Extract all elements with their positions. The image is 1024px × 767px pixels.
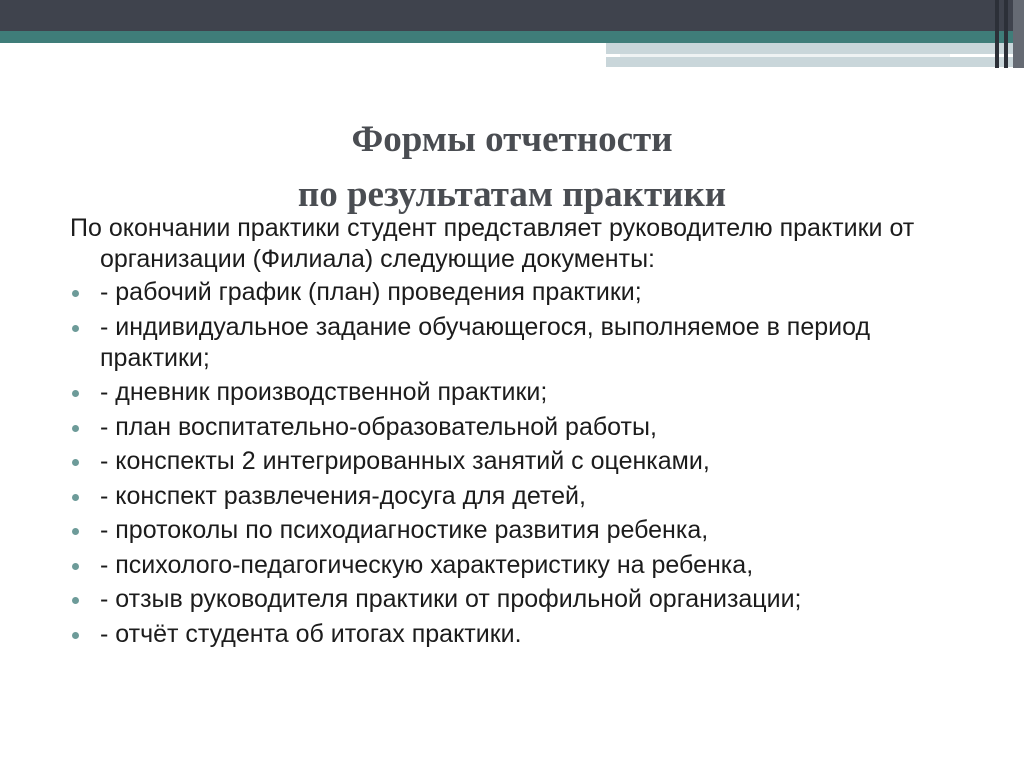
edge-stripe — [1004, 0, 1008, 68]
bullet-dot-icon — [72, 632, 79, 639]
list-item — [70, 550, 970, 581]
header-band-light-lower — [606, 57, 1024, 67]
list-item-text: - дневник производственной практики; — [100, 378, 548, 406]
header-band-light-upper — [606, 43, 1024, 54]
slide-body — [70, 213, 970, 653]
bullet-dot-icon — [72, 494, 79, 501]
list-item — [70, 277, 970, 308]
slide-title-line-2: по результатам практики — [297, 174, 727, 215]
list-item-text: - план воспитательно-образовательной работы, — [100, 412, 657, 441]
slide-title-line-1: Формы отчетности — [351, 119, 673, 160]
bullet-dot-icon — [72, 459, 79, 466]
document-list — [70, 277, 970, 650]
bullet-dot-icon — [72, 563, 79, 570]
header-band-dark — [0, 0, 1024, 31]
list-item — [70, 515, 970, 546]
bullet-dot-icon — [72, 390, 79, 397]
list-item — [70, 619, 970, 650]
bullet-dot-icon — [72, 425, 79, 432]
list-item — [70, 481, 970, 512]
list-item-text: - психолого-педагогическую характеристику на ребенка, — [100, 550, 754, 579]
list-item-text: - конспекты 2 интегрированных занятий с оценками, — [100, 447, 710, 475]
edge-stripe — [1013, 0, 1024, 68]
list-item — [70, 412, 970, 443]
intro-paragraph: По окончании практики студент представляет руководителю практики от организации (Филиала) следующие документы: — [70, 214, 915, 273]
header-band-teal — [0, 31, 1024, 43]
slide-title — [0, 112, 1024, 222]
list-item-text: - отзыв руководителя практики от профильной организации; — [100, 585, 802, 613]
bullet-dot-icon — [72, 290, 79, 297]
bullet-dot-icon — [72, 597, 79, 604]
list-item-text: - индивидуальное задание обучающегося, выполняемое в период практики; — [100, 312, 871, 372]
list-item-text: - протоколы по психодиагностике развития ребенка, — [100, 516, 709, 544]
bullet-dot-icon — [72, 325, 79, 332]
list-item — [70, 312, 970, 374]
edge-stripe — [995, 0, 999, 68]
list-item-text: - рабочий график (план) проведения практики; — [100, 278, 642, 306]
list-item-text: - конспект развлечения-досуга для детей, — [100, 481, 586, 510]
bullet-dot-icon — [72, 528, 79, 535]
list-item — [70, 446, 970, 477]
list-item — [70, 584, 970, 615]
list-item-text: - отчёт студента об итогах практики. — [100, 619, 522, 648]
list-item — [70, 377, 970, 408]
